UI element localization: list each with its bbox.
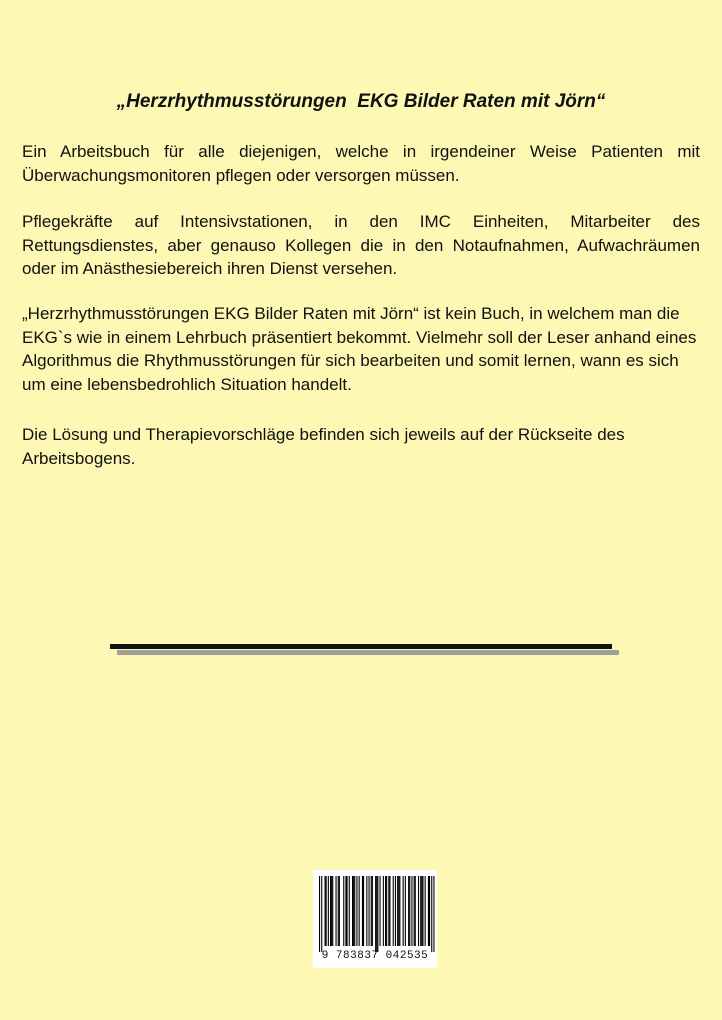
barcode-bar [349,876,350,946]
description-paragraph-2: Pflegekräfte auf Intensivstationen, in den IMC Einheiten, Mitarbeiter des Rettungsdienstes, aber genauso Kollegen die in den Notaufnahmen, Aufwachräumen oder im Anästhesiebereich ihren Dienst versehen. [22,212,700,278]
barcode-bar [363,876,364,946]
barcode-bar [380,876,381,946]
barcode-bar [397,876,398,946]
barcode-bar [388,876,389,946]
barcode-bar [347,876,348,946]
barcode-bar [383,876,384,946]
barcode-bar [421,876,422,946]
barcode-bar [386,876,387,946]
barcode-bar [403,876,404,946]
barcode-bar [375,876,376,952]
barcode-bar [330,876,331,946]
barcode-bar [414,876,415,946]
divider-shadow [117,650,619,655]
barcode-bar [339,876,340,946]
isbn-barcode [313,870,437,968]
barcode-bar [420,876,421,946]
barcode-bar [321,876,322,952]
barcode-bar [372,876,373,946]
barcode-bar [385,876,386,946]
book-title: „Herzrhythmusstörungen EKG Bilder Raten mit Jörn“ [116,91,606,112]
barcode-bar [422,876,423,946]
description-paragraph-3: „Herzrhythmusstörungen EKG Bilder Raten mit Jörn“ ist kein Buch, in welchem man die EKG`s wie in einem Lehrbuch präsentiert bekommt. Vielmehr soll der Leser anhand eines Algorithmus die Rhythmusstörungen für sich bearbeiten und somit lernen, wann es sich um eine lebensbedrohlich Situation handelt. [22,304,697,394]
barcode-bar [398,876,399,946]
barcode-bar [377,876,378,952]
barcode-bar [356,876,357,946]
barcode-bar [409,876,410,946]
barcode-bar [328,876,329,946]
barcode-bar [359,876,360,946]
barcode-bar [433,876,434,952]
barcode-bar [399,876,400,946]
description-paragraph-1: Ein Arbeitsbuch für alle diejenigen, welche in irgendeiner Weise Patienten mit Überwachungsmonitoren pflegen oder versorgen müssen. [22,142,700,185]
barcode-bar [428,876,429,946]
barcode-bar [418,876,419,946]
barcode-bar [425,876,426,946]
barcode-bar [366,876,367,946]
barcode-bar [429,876,430,946]
barcode-bar [362,876,363,946]
barcode-bar [408,876,409,946]
barcode-bar [415,876,416,946]
barcode-bar [325,876,326,946]
barcode-bar [332,876,333,946]
barcode-bar [326,876,327,946]
barcode-bar [389,876,390,946]
barcode-bar [393,876,394,946]
barcode-bar [354,876,355,946]
barcode-bar [338,876,339,946]
barcode-bar [331,876,332,946]
barcode-bar [371,876,372,946]
barcode-bar [336,876,337,946]
barcode-bar [352,876,353,946]
barcode-bar [405,876,406,946]
barcode-bar [345,876,346,946]
description-paragraph-4: Die Lösung und Therapievorschläge befinden sich jeweils auf der Rückseite des Arbeitsbogens. [22,425,625,468]
barcode-bar [395,876,396,946]
barcode-bar [343,876,344,946]
barcode-bar [376,876,377,952]
barcode-bar [369,876,370,946]
barcode-bar [431,876,432,952]
isbn-number: 9 783837 042535 [321,950,429,962]
barcode-bar [411,876,412,946]
barcode-bar [353,876,354,946]
divider-rule [110,644,612,649]
barcode-bar [319,876,320,952]
